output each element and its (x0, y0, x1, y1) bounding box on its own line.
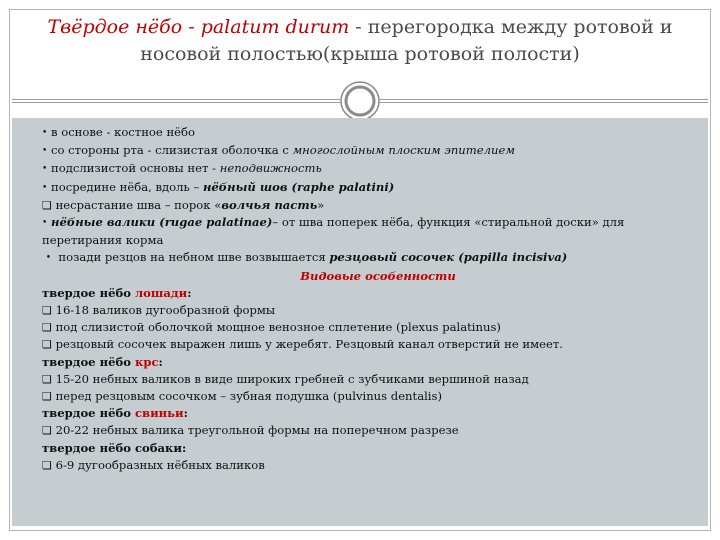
horse-heading: твердое нёбо лошади: (42, 285, 192, 300)
list-item: • в основе - костное нёбо (42, 125, 196, 139)
list-item: • со стороны рта - слизистая оболочка с многослойным плоским эпителием (42, 143, 515, 158)
title-rest: - перегородка между ротовой и носовой полостью(крыша ротовой полости) (140, 16, 673, 65)
list-item: • посредине нёба, вдоль – нёбный шов (raphe palatini) (42, 179, 395, 194)
checkbox-icon: ❑ (42, 321, 52, 335)
checkbox-icon: ❑ (42, 304, 52, 318)
list-item: • позади резцов на небном шве возвышается резцовый сосочек (papilla incisiva) (45, 250, 568, 265)
bullet-icon: • (42, 146, 48, 157)
title-latin: Твёрдое нёбо - palatum durum (47, 16, 350, 38)
checkbox-icon: ❑ (42, 390, 52, 404)
dog-heading: твердое нёбо собаки: (42, 440, 187, 455)
list-item: ❑ перед резцовым сосочком – зубная подушка (pulvinus dentalis) (42, 389, 442, 404)
bullet-icon: • (42, 182, 48, 193)
list-item: ❑ 15-20 небных валиков в виде широких гребней с зубчиками вершиной назад (42, 371, 529, 386)
list-item: ❑ несрастание шва – порок «волчья пасть» (42, 197, 325, 212)
bullet-icon: • (45, 253, 51, 264)
cattle-heading: твердое нёбо крс: (42, 354, 163, 369)
bullet-icon: • (42, 164, 48, 175)
checkbox-icon: ❑ (42, 372, 52, 386)
body-text (42, 124, 674, 474)
checkbox-icon: ❑ (42, 458, 52, 472)
circle-ornament-icon (339, 80, 381, 122)
list-item: • нёбные валики (rugae palatinae)– от шва поперек нёба, функция «стиральной доски» для перетирания корма (42, 215, 625, 248)
bullet-icon: • (42, 218, 48, 229)
list-item: ❑ под слизистой оболочкой мощное венозное сплетение (plexus palatinus) (42, 320, 501, 335)
checkbox-icon: ❑ (42, 198, 52, 212)
list-item: ❑ 20-22 небных валика треугольной формы на поперечном разрезе (42, 423, 459, 438)
bullet-icon: • (42, 128, 48, 138)
species-heading: Видовые особенности (300, 268, 456, 283)
pig-heading: твердое нёбо свиньи: (42, 406, 188, 421)
list-item: ❑ 6-9 дугообразных нёбных валиков (42, 457, 265, 472)
checkbox-icon: ❑ (42, 338, 52, 352)
list-item: • подслизистой основы нет - неподвижность (42, 161, 322, 176)
checkbox-icon: ❑ (42, 424, 52, 438)
list-item: ❑ резцовый сосочек выражен лишь у жеребят. Резцовый канал отверстий не имеет. (42, 337, 563, 352)
list-item: ❑ 16-18 валиков дугообразной формы (42, 303, 276, 318)
slide-title (12, 14, 708, 68)
